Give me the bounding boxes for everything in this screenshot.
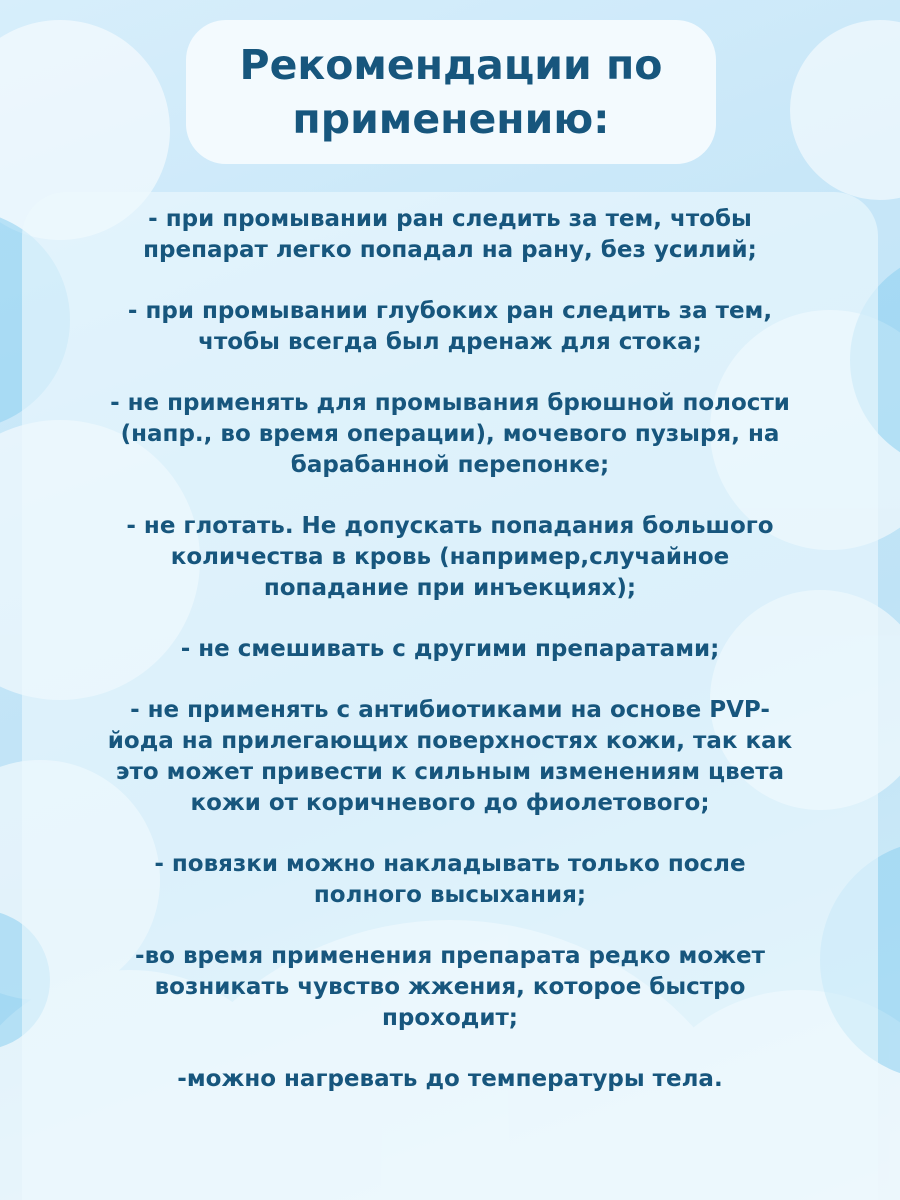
- page-title: Рекомендации по применению:: [239, 41, 663, 143]
- list-item: - при промывании ран следить за тем, чтобы препарат легко попадал на рану, без усилий;: [143, 206, 757, 263]
- list-item: -во время применения препарата редко может возникать чувство жжения, которое быстро проходит;: [135, 943, 765, 1031]
- list-item: - не глотать. Не допускать попадания большого количества в кровь (например,случайное попадание при инъекциях);: [126, 513, 774, 601]
- list-item: - повязки можно накладывать только после полного высыхания;: [154, 851, 746, 908]
- recommendations-list: [22, 204, 878, 1125]
- title-card: [186, 20, 716, 164]
- list-item: - при промывании глубоких ран следить за тем, чтобы всегда был дренаж для стока;: [127, 298, 773, 355]
- list-item: - не смешивать с другими препаратами;: [180, 636, 720, 662]
- list-item: - не применять для промывания брюшной полости (напр., во время операции), мочевого пузыря, на барабанной перепонке;: [110, 390, 790, 478]
- list-item: - не применять с антибиотиками на основе PVP- йода на прилегающих поверхностях кожи, так как это может привести к сильным изменениям цвета кожи от коричневого до фиолетового;: [107, 697, 793, 816]
- list-item: -можно нагревать до температуры тела.: [177, 1066, 723, 1092]
